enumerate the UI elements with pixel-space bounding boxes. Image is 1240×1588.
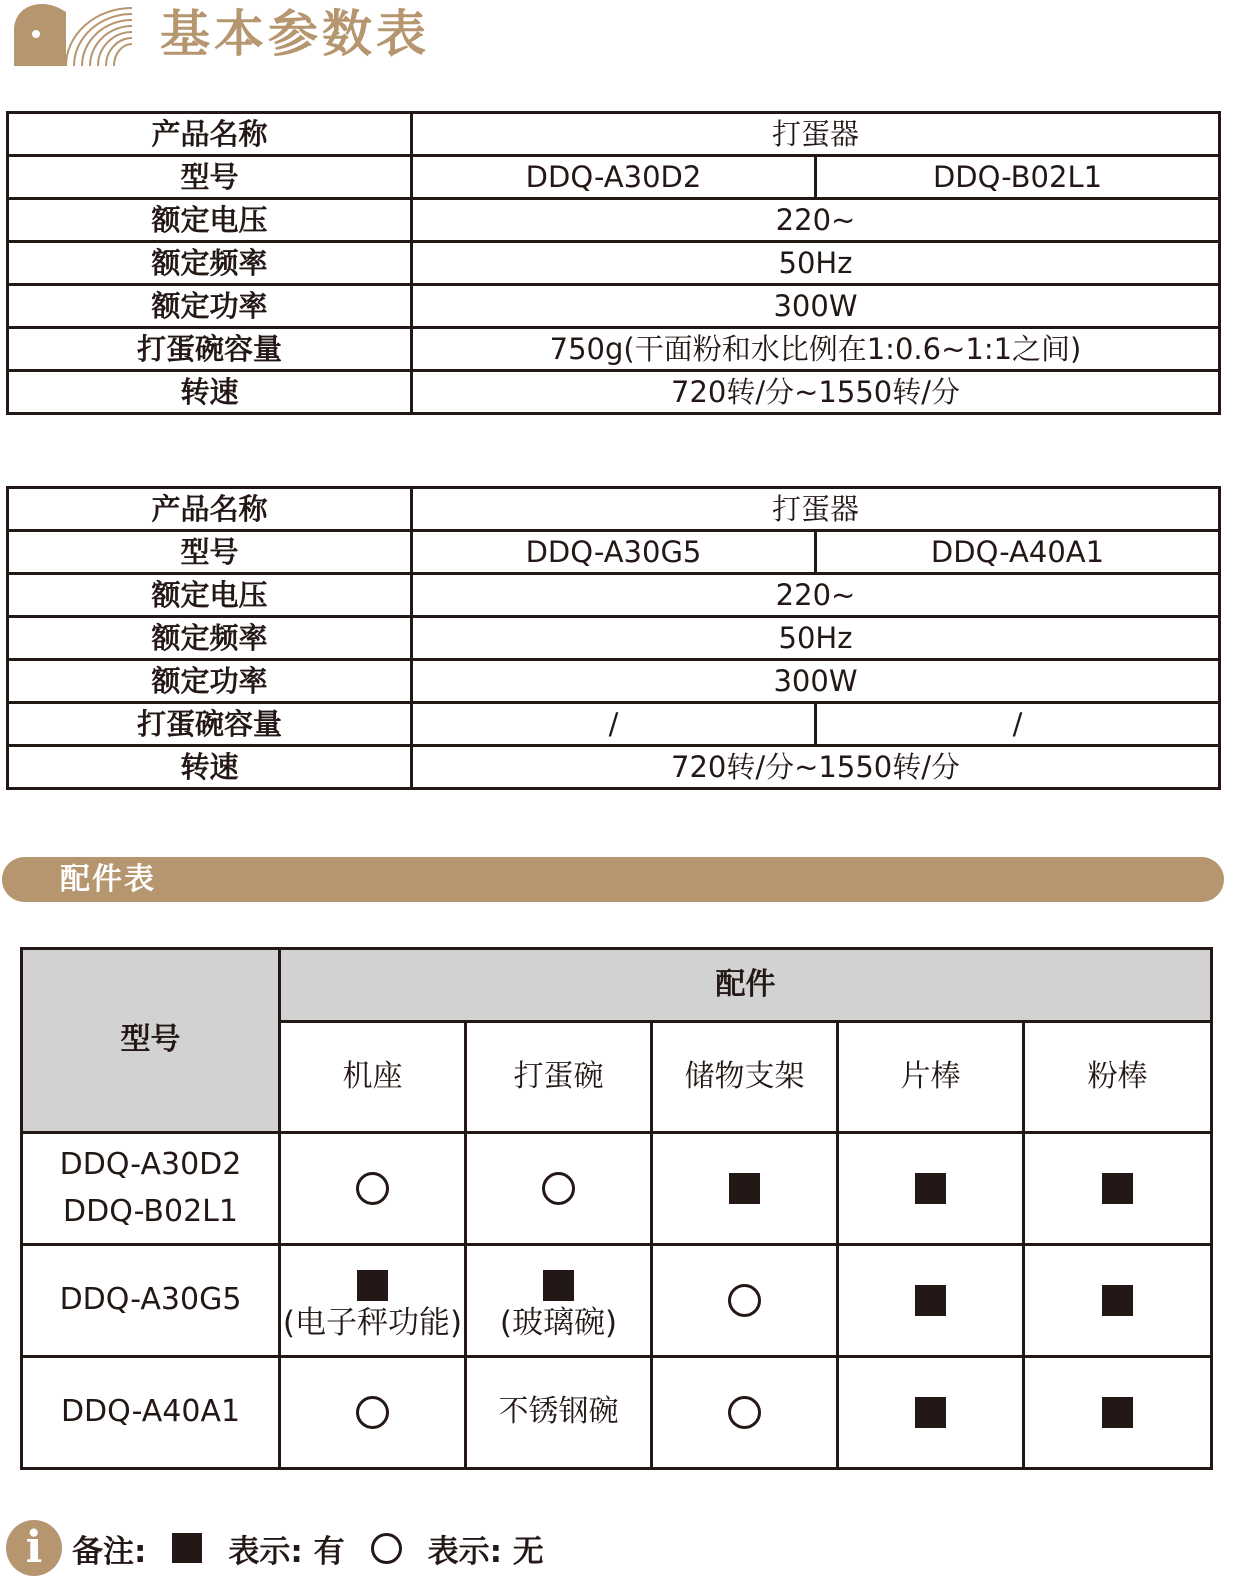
accessory-row	[22, 1133, 1212, 1245]
model-name: DDQ-A30D2	[59, 1147, 242, 1182]
spec-label: 转速	[8, 371, 412, 414]
spec-row-power	[8, 285, 1220, 328]
header-model: 型号	[22, 949, 280, 1133]
square-meaning: 表示: 有	[228, 1533, 345, 1570]
spec-label: 额定功率	[8, 660, 412, 703]
circle-icon	[371, 1533, 402, 1564]
header-accessories: 配件	[280, 949, 1212, 1022]
spec-value: DDQ-A30D2	[412, 156, 816, 199]
spec-label: 打蛋碗容量	[8, 703, 412, 746]
spec-row-frequency	[8, 242, 1220, 285]
spec-value: 750g(干面粉和水比例在1:0.6~1:1之间)	[412, 328, 1220, 371]
spec-label: 产品名称	[8, 488, 412, 531]
circle-icon	[542, 1172, 575, 1205]
filled-square-icon	[915, 1397, 946, 1428]
column-header: 打蛋碗	[466, 1022, 652, 1133]
accessory-cell	[838, 1245, 1024, 1357]
spec-value: 打蛋器	[412, 113, 1220, 156]
accessory-cell	[838, 1357, 1024, 1469]
circle-icon	[356, 1396, 389, 1429]
spec-row-capacity	[8, 703, 1220, 746]
spec-label: 额定频率	[8, 242, 412, 285]
filled-square-icon	[543, 1270, 574, 1301]
filled-square-icon	[915, 1285, 946, 1316]
spec-value: /	[816, 703, 1220, 746]
accessory-cell	[280, 1245, 466, 1357]
accessory-cell	[652, 1245, 838, 1357]
spec-row-speed	[8, 746, 1220, 789]
column-header: 片棒	[838, 1022, 1024, 1133]
spec-row-capacity	[8, 328, 1220, 371]
page-title: 基本参数表	[160, 5, 430, 63]
spec-label: 打蛋碗容量	[8, 328, 412, 371]
spec-row-voltage	[8, 574, 1220, 617]
accessory-row	[22, 1245, 1212, 1357]
accessory-table	[20, 947, 1213, 1470]
filled-square-icon	[1102, 1397, 1133, 1428]
spec-label: 额定频率	[8, 617, 412, 660]
spec-value: 300W	[412, 660, 1220, 703]
accessory-cell	[652, 1133, 838, 1245]
circle-meaning: 表示: 无	[427, 1533, 544, 1570]
legend-note	[0, 1518, 544, 1578]
spec-value: DDQ-B02L1	[816, 156, 1220, 199]
spec-row-voltage	[8, 199, 1220, 242]
circle-icon	[728, 1396, 761, 1429]
accessory-cell	[280, 1133, 466, 1245]
spec-value: 50Hz	[412, 242, 1220, 285]
model-name: DDQ-B02L1	[63, 1193, 238, 1229]
accessory-text: 不锈钢碗	[498, 1394, 619, 1430]
accessory-row	[22, 1357, 1212, 1469]
model-cell	[22, 1357, 280, 1469]
spec-row-product-name	[8, 113, 1220, 156]
spec-value: 720转/分~1550转/分	[412, 746, 1220, 789]
filled-square-icon	[172, 1533, 202, 1563]
accessory-cell	[1024, 1133, 1212, 1245]
spec-table-1	[6, 111, 1221, 415]
info-icon: i	[6, 1520, 62, 1576]
accessory-cell	[466, 1133, 652, 1245]
brand-arc-logo-icon	[8, 0, 133, 66]
filled-square-icon	[1102, 1173, 1133, 1204]
filled-square-icon	[915, 1173, 946, 1204]
spec-value: 220~	[412, 574, 1220, 617]
spec-row-model	[8, 156, 1220, 199]
model-name: DDQ-A40A1	[60, 1394, 241, 1430]
spec-value: 220~	[412, 199, 1220, 242]
model-cell	[22, 1133, 280, 1245]
spec-row-power	[8, 660, 1220, 703]
note-label: 备注:	[72, 1533, 147, 1570]
model-name: DDQ-A30G5	[59, 1282, 242, 1318]
accessory-cell	[1024, 1357, 1212, 1469]
spec-label: 产品名称	[8, 113, 412, 156]
spec-row-frequency	[8, 617, 1220, 660]
accessory-note: (电子秤功能)	[282, 1305, 463, 1342]
spec-value: 50Hz	[412, 617, 1220, 660]
spec-row-model	[8, 531, 1220, 574]
column-header: 粉棒	[1024, 1022, 1212, 1133]
column-header: 机座	[280, 1022, 466, 1133]
spec-label: 额定功率	[8, 285, 412, 328]
accessory-header-row	[22, 949, 1212, 1022]
accessory-cell	[280, 1357, 466, 1469]
spec-value: 720转/分~1550转/分	[412, 371, 1220, 414]
accessory-cell	[466, 1357, 652, 1469]
accessory-cell	[1024, 1245, 1212, 1357]
accessory-cell	[466, 1245, 652, 1357]
section-banner-label: 配件表	[60, 862, 156, 897]
spec-label: 额定电压	[8, 574, 412, 617]
spec-label: 型号	[8, 531, 412, 574]
spec-value: DDQ-A40A1	[816, 531, 1220, 574]
spec-row-product-name	[8, 488, 1220, 531]
filled-square-icon	[357, 1270, 388, 1301]
spec-row-speed	[8, 371, 1220, 414]
accessory-cell	[652, 1357, 838, 1469]
circle-icon	[728, 1284, 761, 1317]
column-header: 储物支架	[652, 1022, 838, 1133]
spec-value: /	[412, 703, 816, 746]
circle-icon	[356, 1172, 389, 1205]
section-banner	[2, 857, 1224, 902]
accessory-cell	[838, 1133, 1024, 1245]
spec-value: DDQ-A30G5	[412, 531, 816, 574]
spec-label: 额定电压	[8, 199, 412, 242]
spec-value: 打蛋器	[412, 488, 1220, 531]
spec-table-2	[6, 486, 1221, 790]
filled-square-icon	[729, 1173, 760, 1204]
spec-value: 300W	[412, 285, 1220, 328]
spec-label: 转速	[8, 746, 412, 789]
spec-label: 型号	[8, 156, 412, 199]
accessory-note: (玻璃碗)	[499, 1305, 618, 1342]
filled-square-icon	[1102, 1285, 1133, 1316]
model-cell	[22, 1245, 280, 1357]
